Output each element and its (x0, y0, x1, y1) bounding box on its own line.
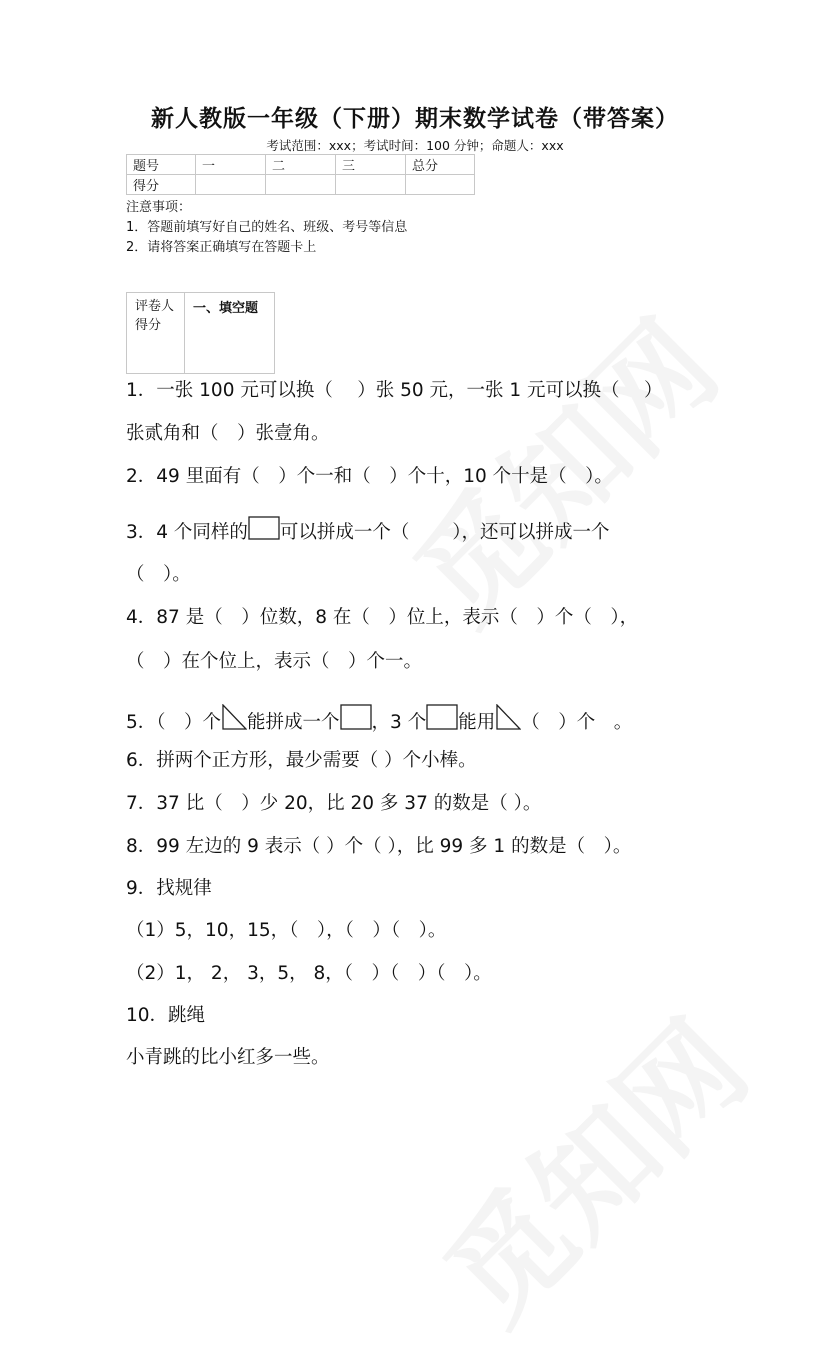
table-cell (406, 175, 475, 195)
question-10: 10．跳绳 (126, 1005, 206, 1026)
table-cell: 二 (266, 155, 336, 175)
question-9: 9．找规律 (126, 878, 212, 899)
square-shape-icon (248, 516, 280, 540)
note-item: 1．答题前填写好自己的姓名、班级、考号等信息 (126, 220, 408, 235)
notes (126, 198, 407, 258)
table-cell (336, 175, 406, 195)
table-cell: 得分 (127, 175, 196, 195)
page-title: 新人教版一年级（下册）期末数学试卷（带答案） (151, 106, 679, 132)
question-5-text-c: ，3 个 (371, 712, 427, 733)
table-row (127, 155, 475, 175)
grader-labels (127, 293, 185, 373)
question-5-text-e: （ ）个 。 (521, 712, 633, 733)
question-5-text-b: 能拼成一个 (247, 712, 340, 733)
table-cell (266, 175, 336, 195)
square-shape-icon (340, 704, 372, 730)
triangle-shape-icon (221, 704, 247, 730)
table-cell: 一 (196, 155, 266, 175)
notes-heading: 注意事项： (126, 200, 192, 215)
question-4-line-2: （ ）在个位上，表示（ ）个一。 (126, 651, 423, 672)
question-5 (126, 704, 632, 734)
table-cell (196, 175, 266, 195)
question-3-text-a: 3．4 个同样的 (126, 522, 248, 543)
question-3-line-2: （ ）。 (126, 564, 191, 585)
question-10-text: 小青跳的比小红多一些。 (126, 1047, 330, 1068)
question-5-text-d: 能用 (458, 712, 496, 733)
triangle-shape-icon (495, 704, 521, 730)
score-label: 得分 (135, 318, 162, 333)
table-cell: 总分 (406, 155, 475, 175)
question-9-part-2: （2）1， 2， 3，5， 8，（ ）（ ）（ ）。 (126, 963, 492, 984)
question-1-line-1: 1．一张 100 元可以换（ ）张 50 元，一张 1 元可以换（ ） (126, 380, 663, 401)
question-5-text-a: 5．（ ）个 (126, 712, 222, 733)
note-item: 2．请将答案正确填写在答题卡上 (126, 240, 317, 255)
section-heading: 一、填空题 (193, 301, 259, 316)
table-cell: 题号 (127, 155, 196, 175)
question-1-line-2: 张贰角和（ ）张壹角。 (126, 423, 330, 444)
question-7: 7．37 比（ ）少 20，比 20 多 37 的数是（ ）。 (126, 793, 542, 814)
question-4-line-1: 4．87 是（ ）位数，8 在（ ）位上，表示（ ）个（ ）， (126, 607, 639, 628)
table-cell: 三 (336, 155, 406, 175)
question-3-line-1 (126, 516, 610, 544)
question-8: 8．99 左边的 9 表示（ ）个（ ），比 99 多 1 的数是（ ）。 (126, 836, 632, 857)
grader-box (126, 292, 275, 374)
question-3-text-b: 可以拼成一个（ ），还可以拼成一个 (279, 522, 610, 543)
watermark (402, 978, 778, 1354)
question-2: 2．49 里面有（ ）个一和（ ）个十，10 个十是（ ）。 (126, 466, 613, 487)
exam-info: 考试范围：xxx；考试时间：100 分钟；命题人：xxx (266, 138, 564, 153)
question-9-part-1: （1）5，10，15，（ ），（ ）（ ）。 (126, 920, 447, 941)
score-table (126, 154, 475, 195)
square-shape-icon (426, 704, 458, 730)
grader-label: 评卷人 (135, 299, 175, 314)
question-6: 6．拼两个正方形，最少需要（ ）个小棒。 (126, 750, 477, 771)
table-row (127, 175, 475, 195)
